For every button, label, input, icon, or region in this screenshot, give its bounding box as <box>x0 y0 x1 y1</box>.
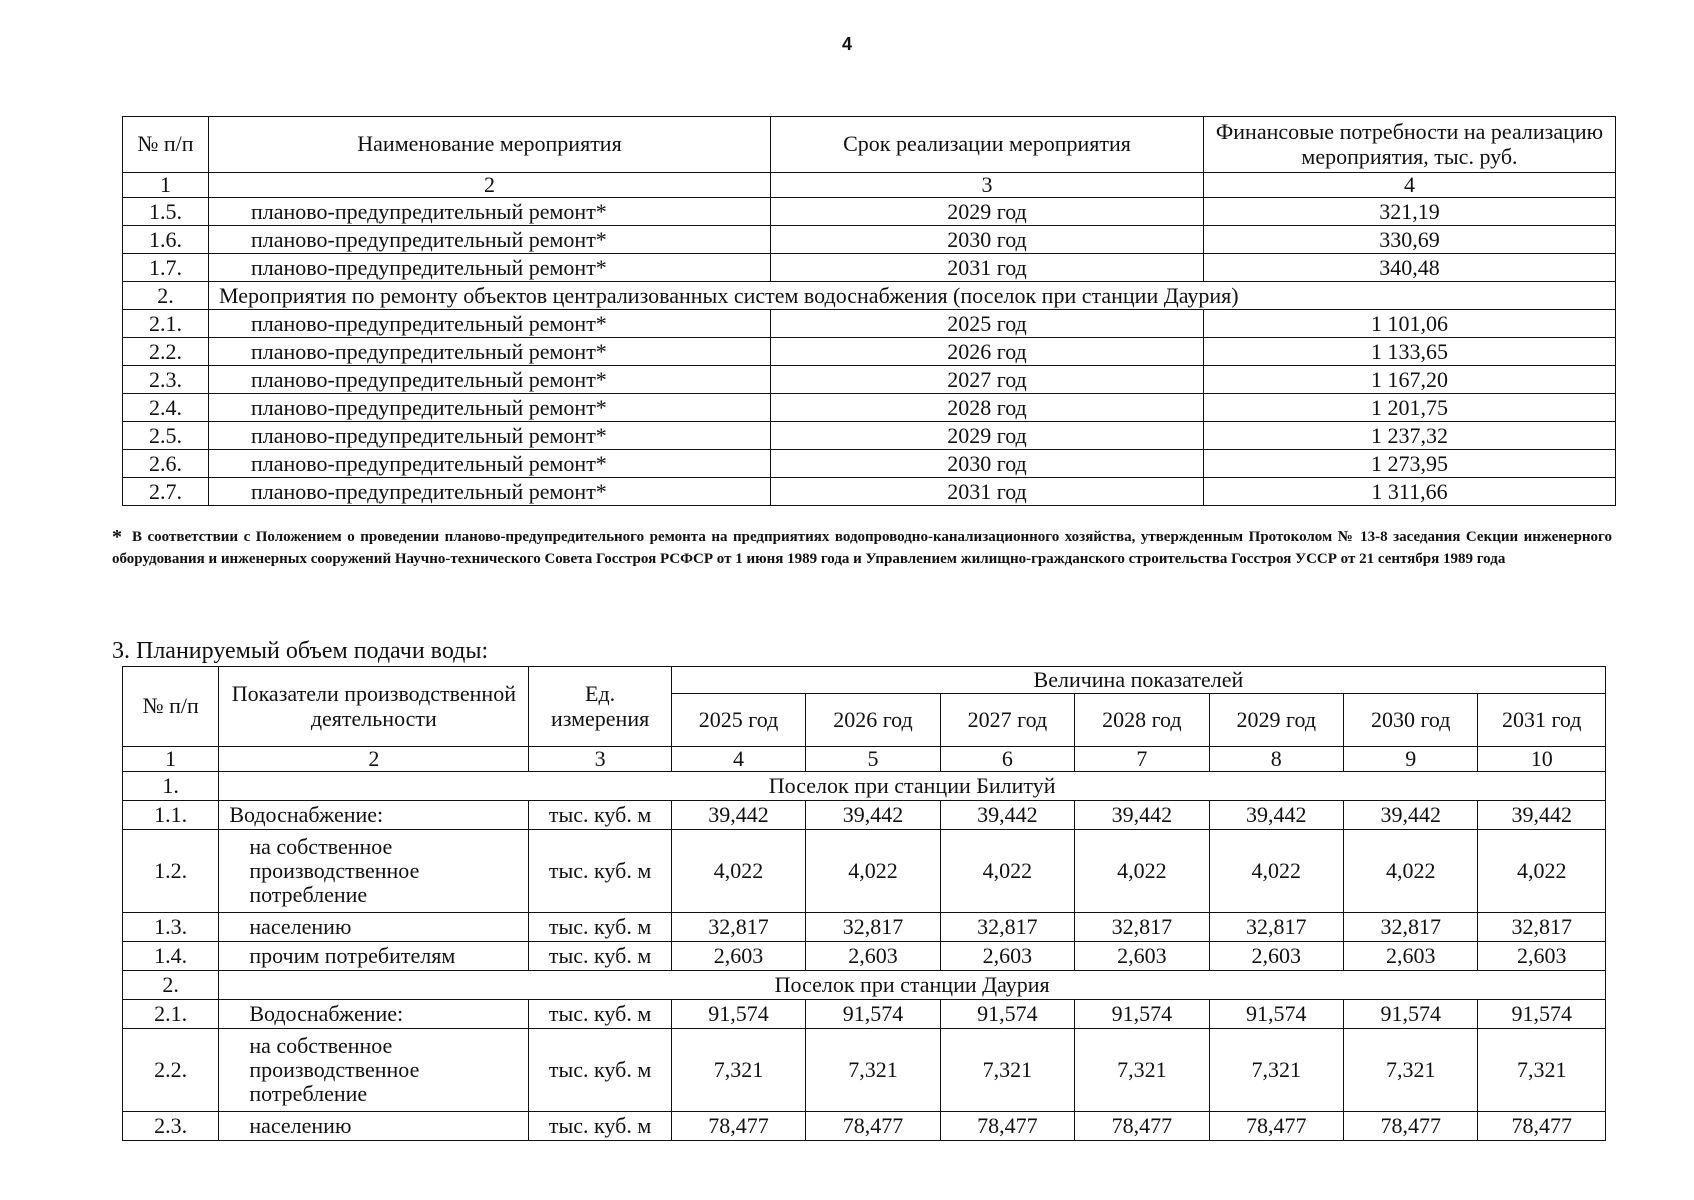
column-number: 2 <box>219 747 529 772</box>
measure-amount: 1 237,32 <box>1204 422 1616 450</box>
measure-amount: 1 311,66 <box>1204 478 1616 506</box>
value: 7,321 <box>806 1029 940 1112</box>
measure-name: планово-предупредительный ремонт* <box>209 366 771 394</box>
table-row <box>123 450 1616 478</box>
value: 32,817 <box>1209 913 1343 942</box>
header-term: Срок реализации мероприятия <box>771 117 1204 173</box>
table-row <box>123 801 1606 830</box>
column-number: 10 <box>1478 747 1606 772</box>
row-number: 2.2. <box>123 1029 219 1112</box>
row-number: 1.6. <box>123 226 209 254</box>
footnote-marker: * <box>112 526 122 548</box>
table-row <box>123 338 1616 366</box>
table-row <box>123 394 1616 422</box>
value: 7,321 <box>940 1029 1074 1112</box>
header-year: 2027 год <box>940 694 1074 747</box>
water-supply-table <box>122 666 1606 1141</box>
column-number: 6 <box>940 747 1074 772</box>
value: 39,442 <box>671 801 805 830</box>
indicator-name: населению <box>219 913 529 942</box>
value: 39,442 <box>940 801 1074 830</box>
column-number: 9 <box>1344 747 1478 772</box>
table-row <box>123 422 1616 450</box>
row-number: 2.1. <box>123 1000 219 1029</box>
table-row <box>123 830 1606 913</box>
section-number: 2. <box>123 282 209 310</box>
unit: тыс. куб. м <box>529 1029 671 1112</box>
section-title: Мероприятия по ремонту объектов централизованных систем водоснабжения (поселок при станции Даурия) <box>209 282 1616 310</box>
measure-term: 2031 год <box>771 254 1204 282</box>
table-row <box>123 310 1616 338</box>
header-year: 2029 год <box>1209 694 1343 747</box>
value: 2,603 <box>671 942 805 971</box>
value: 4,022 <box>671 830 805 913</box>
value: 2,603 <box>1209 942 1343 971</box>
value: 91,574 <box>806 1000 940 1029</box>
table-row <box>123 942 1606 971</box>
header-financing: Финансовые потребности на реализацию мероприятия, тыс. руб. <box>1204 117 1616 173</box>
unit: тыс. куб. м <box>529 801 671 830</box>
value: 2,603 <box>806 942 940 971</box>
measure-amount: 1 167,20 <box>1204 366 1616 394</box>
column-number: 5 <box>806 747 940 772</box>
group-title: Поселок при станции Билитуй <box>219 772 1606 801</box>
table-row <box>123 913 1606 942</box>
column-number: 3 <box>529 747 671 772</box>
group-number: 2. <box>123 971 219 1000</box>
measure-amount: 1 133,65 <box>1204 338 1616 366</box>
value: 78,477 <box>1209 1112 1343 1141</box>
measure-name: планово-предупредительный ремонт* <box>209 394 771 422</box>
value: 32,817 <box>1075 913 1209 942</box>
value: 32,817 <box>806 913 940 942</box>
measure-term: 2026 год <box>771 338 1204 366</box>
measure-name: планово-предупредительный ремонт* <box>209 254 771 282</box>
row-number: 1.7. <box>123 254 209 282</box>
value: 32,817 <box>671 913 805 942</box>
column-number: 7 <box>1075 747 1209 772</box>
value: 7,321 <box>1209 1029 1343 1112</box>
unit: тыс. куб. м <box>529 942 671 971</box>
value: 32,817 <box>1344 913 1478 942</box>
column-number: 4 <box>671 747 805 772</box>
value: 2,603 <box>940 942 1074 971</box>
value: 7,321 <box>1478 1029 1606 1112</box>
value: 7,321 <box>1075 1029 1209 1112</box>
header-year: 2031 год <box>1478 694 1606 747</box>
footnote-text: В соответствии с Положением о проведении планово-предупредительного ремонта на предприятиях водопроводно-канализационного хозяйства, утвержденным Протоколом № 13-8 заседания Секции инженерного оборудования и инженерных сооружений Научно-технического Совета Госстроя РСФСР от 1 июня 1989 года и Управлением жилищно-гражданского строительства Госстроя УССР от 21 сентября 1989 года <box>112 529 1612 567</box>
measure-amount: 1 201,75 <box>1204 394 1616 422</box>
column-number: 8 <box>1209 747 1343 772</box>
value: 32,817 <box>940 913 1074 942</box>
unit: тыс. куб. м <box>529 830 671 913</box>
value: 78,477 <box>1075 1112 1209 1141</box>
header-year: 2026 год <box>806 694 940 747</box>
measure-name: планово-предупредительный ремонт* <box>209 450 771 478</box>
row-number: 1.5. <box>123 198 209 226</box>
value: 91,574 <box>1209 1000 1343 1029</box>
table-row <box>123 226 1616 254</box>
value: 2,603 <box>1344 942 1478 971</box>
footnote <box>112 526 1612 570</box>
value: 91,574 <box>940 1000 1074 1029</box>
value: 4,022 <box>1478 830 1606 913</box>
row-number: 1.1. <box>123 801 219 830</box>
row-number: 2.1. <box>123 310 209 338</box>
group-row <box>123 971 1606 1000</box>
column-number: 3 <box>771 173 1204 198</box>
measure-name: планово-предупредительный ремонт* <box>209 226 771 254</box>
row-number: 2.5. <box>123 422 209 450</box>
group-number: 1. <box>123 772 219 801</box>
group-row <box>123 772 1606 801</box>
measure-term: 2030 год <box>771 226 1204 254</box>
value: 91,574 <box>1075 1000 1209 1029</box>
table-row <box>123 478 1616 506</box>
value: 2,603 <box>1478 942 1606 971</box>
table-row <box>123 366 1616 394</box>
header-year: 2028 год <box>1075 694 1209 747</box>
value: 2,603 <box>1075 942 1209 971</box>
value: 4,022 <box>940 830 1074 913</box>
value: 39,442 <box>1478 801 1606 830</box>
value: 4,022 <box>1344 830 1478 913</box>
header-values: Величина показателей <box>671 667 1605 694</box>
measure-amount: 321,19 <box>1204 198 1616 226</box>
row-number: 1.2. <box>123 830 219 913</box>
unit: тыс. куб. м <box>529 913 671 942</box>
header-measure-name: Наименование мероприятия <box>209 117 771 173</box>
section-row <box>123 282 1616 310</box>
measure-amount: 1 101,06 <box>1204 310 1616 338</box>
measure-name: планово-предупредительный ремонт* <box>209 310 771 338</box>
column-number: 2 <box>209 173 771 198</box>
measure-term: 2030 год <box>771 450 1204 478</box>
row-number: 2.3. <box>123 1112 219 1141</box>
row-number: 1.3. <box>123 913 219 942</box>
repair-measures-table <box>122 116 1616 506</box>
measure-term: 2029 год <box>771 198 1204 226</box>
measure-amount: 330,69 <box>1204 226 1616 254</box>
value: 78,477 <box>940 1112 1074 1141</box>
row-number: 2.3. <box>123 366 209 394</box>
measure-name: планово-предупредительный ремонт* <box>209 478 771 506</box>
header-number: № п/п <box>123 667 219 747</box>
indicator-name: на собственное производственное потребление <box>219 830 529 913</box>
header-number: № п/п <box>123 117 209 173</box>
value: 91,574 <box>1344 1000 1478 1029</box>
measure-amount: 1 273,95 <box>1204 450 1616 478</box>
value: 39,442 <box>806 801 940 830</box>
value: 78,477 <box>1344 1112 1478 1141</box>
unit: тыс. куб. м <box>529 1112 671 1141</box>
header-year: 2025 год <box>671 694 805 747</box>
value: 78,477 <box>1478 1112 1606 1141</box>
section-title-water-supply: 3. Планируемый объем подачи воды: <box>112 638 489 664</box>
measure-term: 2025 год <box>771 310 1204 338</box>
header-year: 2030 год <box>1344 694 1478 747</box>
value: 39,442 <box>1075 801 1209 830</box>
measure-term: 2031 год <box>771 478 1204 506</box>
value: 4,022 <box>1075 830 1209 913</box>
group-title: Поселок при станции Даурия <box>219 971 1606 1000</box>
measure-name: планово-предупредительный ремонт* <box>209 422 771 450</box>
value: 7,321 <box>671 1029 805 1112</box>
indicator-name: населению <box>219 1112 529 1141</box>
measure-term: 2027 год <box>771 366 1204 394</box>
table-row <box>123 254 1616 282</box>
header-unit: Ед. измерения <box>529 667 671 747</box>
row-number: 2.2. <box>123 338 209 366</box>
value: 4,022 <box>806 830 940 913</box>
table-row <box>123 1000 1606 1029</box>
column-number: 4 <box>1204 173 1616 198</box>
value: 91,574 <box>1478 1000 1606 1029</box>
value: 7,321 <box>1344 1029 1478 1112</box>
measure-term: 2029 год <box>771 422 1204 450</box>
value: 39,442 <box>1344 801 1478 830</box>
column-number: 1 <box>123 747 219 772</box>
row-number: 2.6. <box>123 450 209 478</box>
measure-term: 2028 год <box>771 394 1204 422</box>
header-indicator: Показатели производственной деятельности <box>219 667 529 747</box>
measure-name: планово-предупредительный ремонт* <box>209 198 771 226</box>
table-row <box>123 1029 1606 1112</box>
indicator-name: на собственное производственное потребление <box>219 1029 529 1112</box>
measure-amount: 340,48 <box>1204 254 1616 282</box>
indicator-name: Водоснабжение: <box>219 1000 529 1029</box>
row-number: 1.4. <box>123 942 219 971</box>
value: 32,817 <box>1478 913 1606 942</box>
column-number: 1 <box>123 173 209 198</box>
indicator-name: Водоснабжение: <box>219 801 529 830</box>
table-row <box>123 198 1616 226</box>
value: 78,477 <box>671 1112 805 1141</box>
page-number: 4 <box>841 34 852 54</box>
value: 4,022 <box>1209 830 1343 913</box>
measure-name: планово-предупредительный ремонт* <box>209 338 771 366</box>
table-row <box>123 1112 1606 1141</box>
value: 39,442 <box>1209 801 1343 830</box>
value: 78,477 <box>806 1112 940 1141</box>
value: 91,574 <box>671 1000 805 1029</box>
row-number: 2.4. <box>123 394 209 422</box>
indicator-name: прочим потребителям <box>219 942 529 971</box>
row-number: 2.7. <box>123 478 209 506</box>
unit: тыс. куб. м <box>529 1000 671 1029</box>
